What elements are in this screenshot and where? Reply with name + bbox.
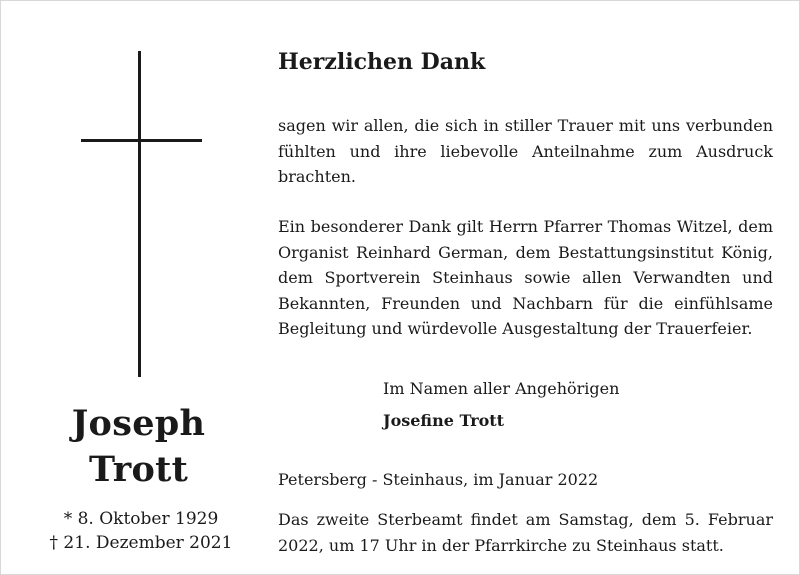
notice-title: Herzlichen Dank (278, 49, 486, 75)
place-and-date: Petersberg - Steinhaus, im Januar 2022 (278, 470, 599, 489)
death-date: † 21. Dezember 2021 (49, 533, 233, 553)
signature-intro: Im Namen aller Angehörigen (383, 379, 620, 398)
deceased-last-name: Trott (88, 449, 189, 490)
special-thanks-paragraph: Ein besonderer Dank gilt Herrn Pfarrer Thomas Witzel, dem Organist Reinhard German, dem Bestattungsinstitut König, dem Sportverein Steinhaus sowie allen Verwandten und Bekannten, Freunden und Nachbarn für die einfühlsame Begleitung und würdevolle Ausgestaltung der Trauerfeier. (278, 217, 773, 338)
birth-date: * 8. Oktober 1929 (63, 509, 219, 529)
thanks-paragraph: sagen wir allen, die sich in stiller Trauer mit uns verbunden fühlten und ihre liebevolle Anteilnahme zum Ausdruck brachten. (278, 116, 773, 186)
memorial-mass-paragraph: Das zweite Sterbeamt findet am Samstag, dem 5. Februar 2022, um 17 Uhr in der Pfarrkirche zu Steinhaus statt. (278, 510, 773, 555)
cross-vertical-bar (138, 51, 141, 377)
deceased-first-name: Joseph (71, 403, 206, 444)
signature-name: Josefine Trott (383, 411, 505, 430)
cross-horizontal-bar (81, 139, 202, 142)
